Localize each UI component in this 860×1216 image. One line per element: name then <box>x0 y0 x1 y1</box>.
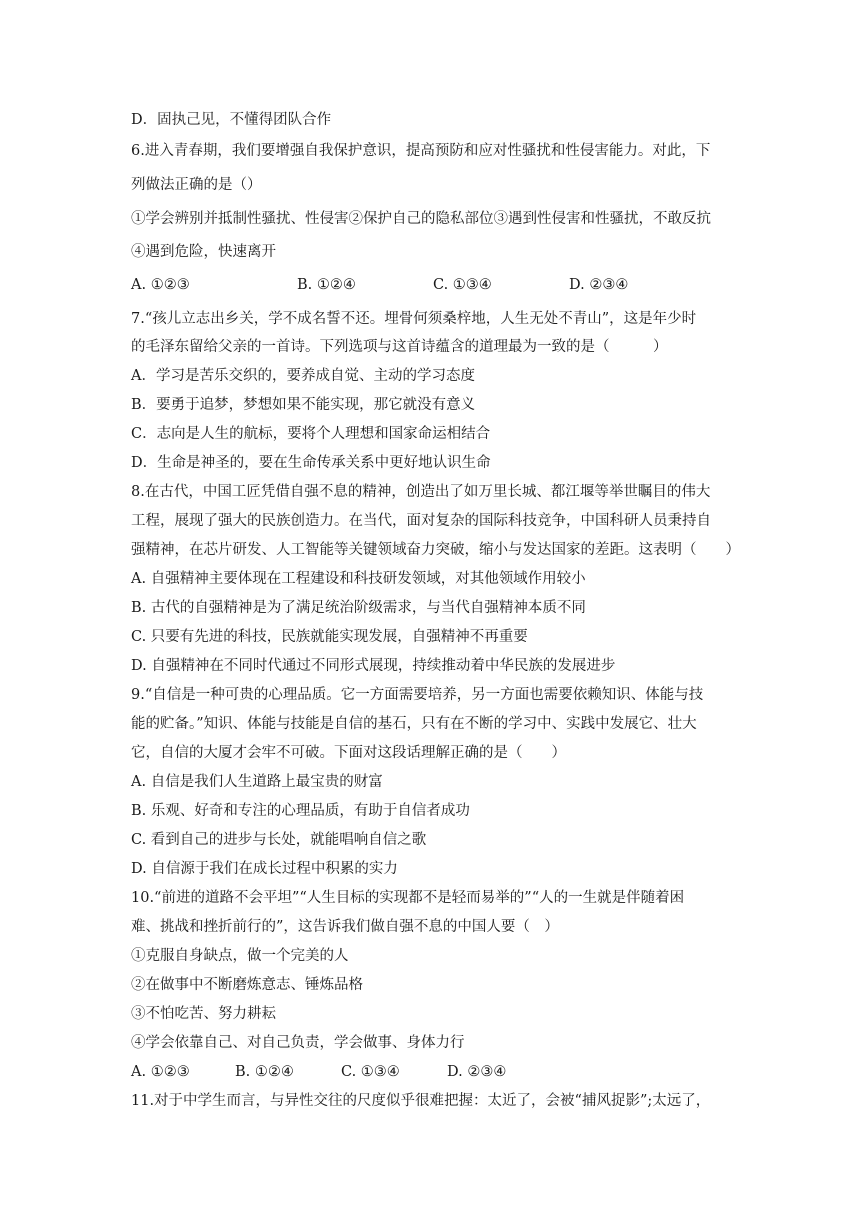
q10-option-d: D. ②③④ <box>447 1064 507 1080</box>
q8-stem-line-2: 工程，展现了强大的民族创造力。在当代，面对复杂的国际科技竞争，中国科研人员秉持自 <box>131 513 711 529</box>
q10-option-c: C. ①③④ <box>341 1064 400 1080</box>
q8-option-a: A. 自强精神主要体现在工程建设和科技研发领域，对其他领域作用较小 <box>131 571 586 587</box>
q9-option-c: C. 看到自己的进步与长处，就能唱响自信之歌 <box>131 832 427 848</box>
q10-statement-1: ①克服自身缺点，做一个完美的人 <box>131 948 349 964</box>
q7-option-c: C．志向是人生的航标，要将个人理想和国家命运相结合 <box>131 426 491 442</box>
q7-stem-line-1: 7.“孩儿立志出乡关，学不成名誓不还。埋骨何须桑梓地，人生无处不青山”，这是年少时 <box>131 311 697 327</box>
q9-stem-line-1: 9.“自信是一种可贵的心理品质。它一方面需要培养，另一方面也需要依赖知识、体能与技 <box>131 687 704 703</box>
q7-option-b: B．要勇于追梦，梦想如果不能实现，那它就没有意义 <box>131 397 476 413</box>
q10-option-a: A. ①②③ <box>131 1064 190 1080</box>
q8-stem-line-3: 强精神，在芯片研发、人工智能等关键领域奋力突破，缩小与发达国家的差距。这表明（ ） <box>131 542 740 558</box>
q11-stem-line-1: 11.对于中学生而言，与异性交往的尺度似乎很难把握：太近了，会被“捕风捉影”;太远了， <box>131 1093 711 1109</box>
q9-option-b: B. 乐观、好奇和专注的心理品质，有助于自信者成功 <box>131 803 470 819</box>
q9-option-d: D. 自信源于我们在成长过程中积累的实力 <box>131 861 398 877</box>
q6-stem-line-2: 列做法正确的是（） <box>131 177 262 193</box>
q6-options <box>131 275 731 295</box>
q10-statement-2: ②在做事中不断磨炼意志、锤炼品格 <box>131 977 363 993</box>
q7-option-a: A．学习是苦乐交织的，要养成自觉、主动的学习态度 <box>131 368 475 384</box>
q5-option-d: D．固执己见，不懂得团队合作 <box>131 112 332 128</box>
q8-option-c: C. 只要有先进的科技，民族就能实现发展，自强精神不再重要 <box>131 629 528 645</box>
q8-option-d: D. 自强精神在不同时代通过不同形式展现，持续推动着中华民族的发展进步 <box>131 658 616 674</box>
q7-stem-line-2: 的毛泽东留给父亲的一首诗。下列选项与这首诗蕴含的道理最为一致的是（ ） <box>131 339 668 355</box>
q10-statement-4: ④学会依靠自己、对自己负责，学会做事、身体力行 <box>131 1035 465 1051</box>
q6-stem-line-1: 6.进入青春期，我们要增强自我保护意识，提高预防和应对性骚扰和性侵害能力。对此，下 <box>131 143 711 159</box>
q7-option-d: D．生命是神圣的，要在生命传承关系中更好地认识生命 <box>131 455 491 471</box>
q8-stem-line-1: 8.在古代，中国工匠凭借自强不息的精神，创造出了如万里长城、都江堰等举世瞩目的伟大 <box>131 484 711 500</box>
q10-option-b: B. ①②④ <box>235 1064 294 1080</box>
q10-statement-3: ③不怕吃苦、努力耕耘 <box>131 1006 276 1022</box>
q9-option-a: A. 自信是我们人生道路上最宝贵的财富 <box>131 774 383 790</box>
q6-option-c: C. ①③④ <box>433 277 492 293</box>
q6-statements-line-1: ①学会辨别并抵制性骚扰、性侵害②保护自己的隐私部位③遇到性侵害和性骚扰，不敢反抗 <box>131 211 711 227</box>
q10-stem-line-2: 难、挑战和挫折前行的”，这告诉我们做自强不息的中国人要（ ） <box>131 919 559 935</box>
q6-option-b: B. ①②④ <box>297 277 356 293</box>
q6-option-d: D. ②③④ <box>569 277 629 293</box>
q6-statements-line-2: ④遇到危险，快速离开 <box>131 244 276 260</box>
q10-stem-line-1: 10.“前进的道路不会平坦”“人生目标的实现都不是轻而易举的”“人的一生就是伴随着困 <box>131 890 685 906</box>
q8-option-b: B. 古代的自强精神是为了满足统治阶级需求，与当代自强精神本质不同 <box>131 600 586 616</box>
q10-options <box>131 1062 731 1082</box>
q6-option-a: A. ①②③ <box>131 277 190 293</box>
q9-stem-line-3: 它，自信的大厦才会牢不可破。下面对这段话理解正确的是（ ） <box>131 745 566 761</box>
q9-stem-line-2: 能的贮备。”知识、体能与技能是自信的基石，只有在不断的学习中、实践中发展它、壮大 <box>131 716 697 732</box>
